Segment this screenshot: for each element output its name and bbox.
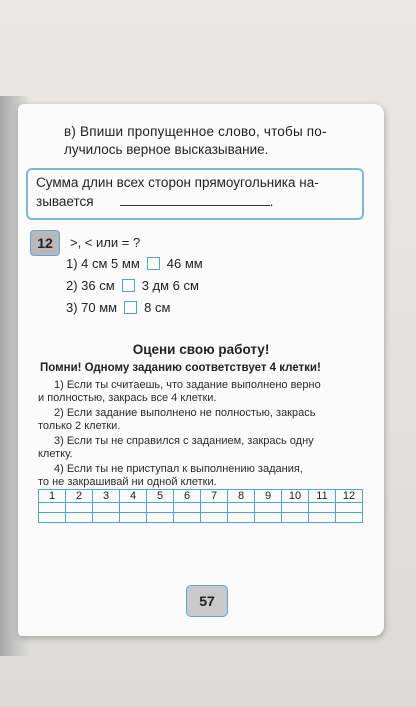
grid-cell[interactable] [282, 503, 309, 513]
rule-3-line-1: 3) Если ты не справился с заданием, закрась одну [54, 435, 314, 447]
grid-cell[interactable] [309, 513, 336, 523]
grid-cell[interactable] [201, 503, 228, 513]
rule-2-line-1: 2) Если задание выполнено не полностью, закрась [54, 407, 316, 419]
grid-cell[interactable] [39, 513, 66, 523]
grid-cell[interactable] [255, 503, 282, 513]
answer-blank[interactable] [120, 194, 270, 206]
grid-cells-row-1 [39, 503, 363, 513]
statement-prefix: зывается [36, 194, 94, 209]
compare-right: 46 мм [166, 256, 203, 271]
grid-col-label: 10 [282, 490, 309, 503]
grid-col-label: 12 [336, 490, 363, 503]
grid-cell[interactable] [228, 503, 255, 513]
grid-col-label: 6 [174, 490, 201, 503]
answer-square[interactable] [147, 257, 160, 270]
compare-row-3 [66, 300, 170, 315]
grid-cells-row-2 [39, 513, 363, 523]
rule-1-line-1: 1) Если ты считаешь, что задание выполнено верно [54, 379, 321, 391]
section-v-line-1: в) Впиши пропущенное слово, чтобы по- [64, 124, 327, 139]
grid-cell[interactable] [120, 503, 147, 513]
grid-col-label: 5 [147, 490, 174, 503]
rule-3-line-2: клетку. [38, 448, 73, 460]
answer-square[interactable] [122, 279, 135, 292]
section-v-line-2: лучилось верное высказывание. [64, 142, 269, 157]
compare-left: 3) 70 мм [66, 300, 118, 315]
compare-left: 1) 4 см 5 мм [66, 256, 140, 271]
grid-col-label: 7 [201, 490, 228, 503]
grid-cell[interactable] [174, 503, 201, 513]
grid-cell[interactable] [39, 503, 66, 513]
grid-cell[interactable] [336, 513, 363, 523]
task-symbols: >, < или = ? [70, 235, 141, 250]
grid-col-label: 3 [93, 490, 120, 503]
statement-line-2 [36, 194, 273, 209]
rule-4-line-2: то не закрашивай ни одной клетки. [38, 476, 217, 488]
evaluate-subtitle: Помни! Одному заданию соответствует 4 клетки! [40, 362, 321, 374]
grid-cell[interactable] [147, 513, 174, 523]
grid-cell[interactable] [282, 513, 309, 523]
grid-cell[interactable] [201, 513, 228, 523]
grid-header-row [39, 490, 363, 503]
rule-2-line-2: только 2 клетки. [38, 420, 121, 432]
compare-row-1 [66, 256, 203, 271]
grid-cell[interactable] [93, 503, 120, 513]
workbook-page [18, 104, 384, 636]
grid-col-label: 11 [309, 490, 336, 503]
grid-cell[interactable] [147, 503, 174, 513]
compare-right: 8 см [144, 300, 171, 315]
grid-cell[interactable] [120, 513, 147, 523]
compare-right: 3 дм 6 см [141, 278, 199, 293]
answer-square[interactable] [124, 301, 137, 314]
compare-row-2 [66, 278, 199, 293]
grid-col-label: 4 [120, 490, 147, 503]
grid-cell[interactable] [228, 513, 255, 523]
self-assessment-grid [38, 489, 363, 523]
grid-col-label: 1 [39, 490, 66, 503]
compare-left: 2) 36 см [66, 278, 115, 293]
grid-col-label: 2 [66, 490, 93, 503]
grid-cell[interactable] [66, 503, 93, 513]
task-number-badge: 12 [30, 230, 60, 256]
statement-suffix: . [269, 194, 274, 209]
grid-cell[interactable] [66, 513, 93, 523]
grid-col-label: 8 [228, 490, 255, 503]
grid-cell[interactable] [93, 513, 120, 523]
grid-col-label: 9 [255, 490, 282, 503]
statement-frame [26, 168, 364, 220]
grid-cell[interactable] [336, 503, 363, 513]
page-number: 57 [186, 585, 228, 617]
evaluate-title: Оцени свою работу! [132, 342, 270, 357]
rule-1-line-2: и полностью, закрась все 4 клетки. [38, 392, 217, 404]
statement-line-1: Сумма длин всех сторон прямоугольника на- [36, 175, 319, 190]
grid-cell[interactable] [255, 513, 282, 523]
grid-cell[interactable] [309, 503, 336, 513]
rule-4-line-1: 4) Если ты не приступал к выполнению задания, [54, 463, 303, 475]
grid-cell[interactable] [174, 513, 201, 523]
